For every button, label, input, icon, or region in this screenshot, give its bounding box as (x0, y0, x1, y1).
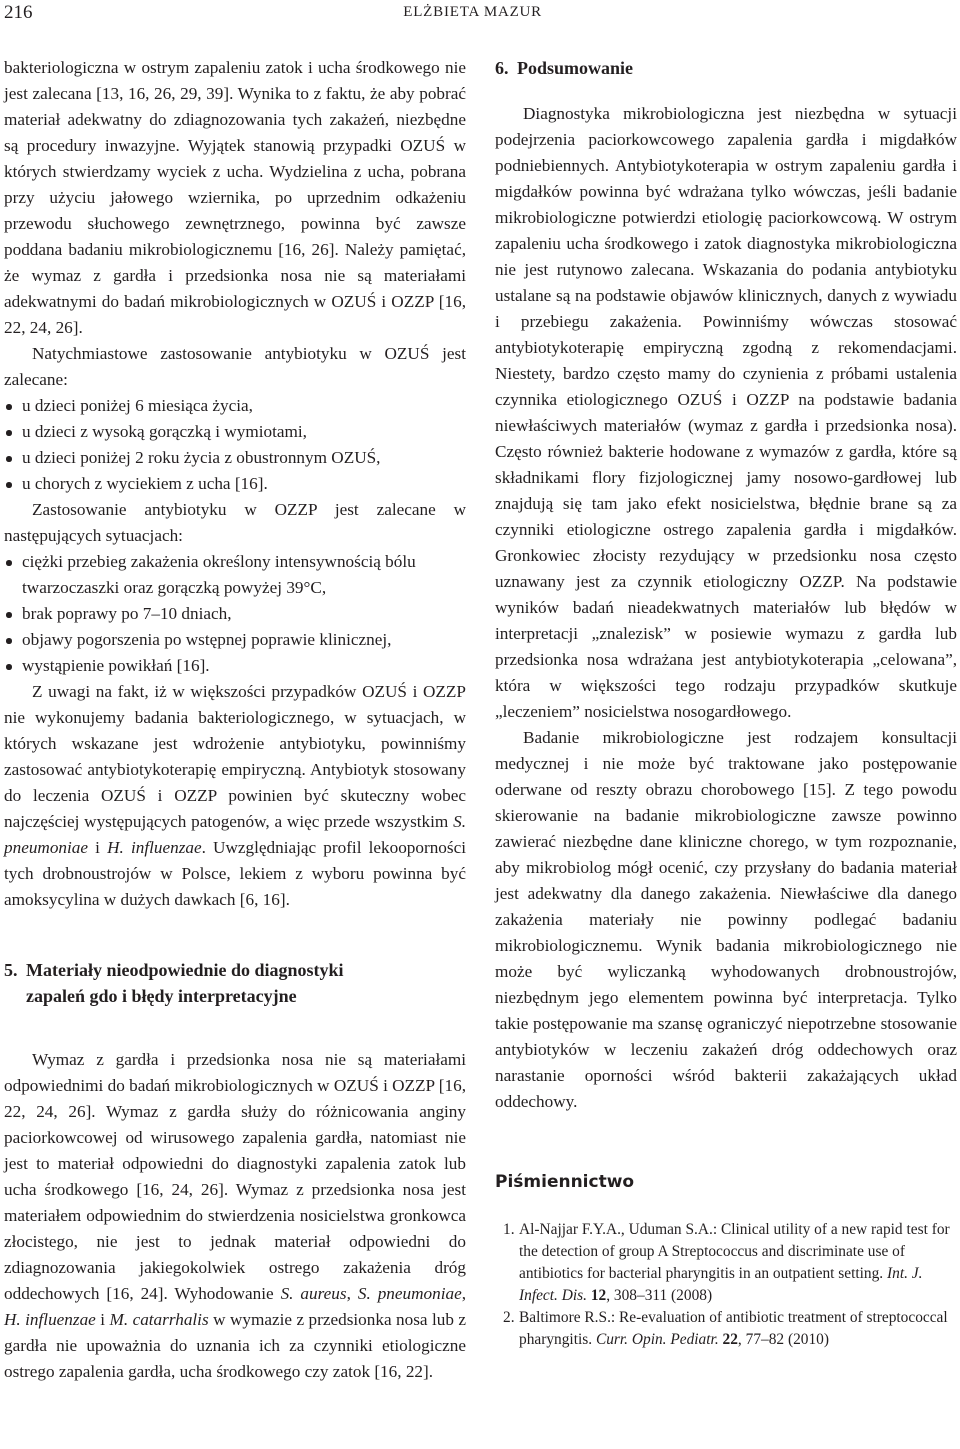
list-item: u dzieci poniżej 2 roku życia z obustronnym OZUŚ, (4, 445, 466, 471)
list-item: u dzieci poniżej 6 miesiąca życia, (4, 393, 466, 419)
left-paragraph-5: Wymaz z gardła i przedsionka nosa nie są materiałami odpowiednimi do badań mikrobiologicznych w OZUŚ i OZZP [16, 22, 24, 26]. Wymaz z gardła służy do różnicowania anginy paciorkowcowej od wirusowego zapalenia gardła, natomiast nie jest to materiał odpowiedni do diagnostyki zapalenia zatok lub ucha środkowego [16, 24, 26]. Wymaz z przedsionka nosa jest materiałem odpowiednim do stwierdzenia nosicielstwa gronkowca złocistego, nie jest to jednak materiał odpowiedni do zdiagnozowania jakiegokolwiek ostrego zakażenia dróg oddechowych [16, 24]. Wyhodowanie S. aureus, S. pneumoniae, H. influenzae i M. catarrhalis w wymazie z przedsionka nosa lub z gardła nie upoważnia do uznania ich za czynniki etiologiczne ostrego zapalenia gardła, ucha środkowego czy zatok [16, 22]. (4, 1050, 467, 1381)
list-item: u chorych z wyciekiem z ucha [16]. (4, 471, 466, 497)
right-paragraph-1: Diagnostyka mikrobiologiczna jest niezbędna w sytuacji podejrzenia paciorkowcowego zapalenia gardła i migdałków podniebiennych. Antybiotykoterapia w ostrym zapaleniu gardła i migdałków powinna być wdrażana tylko wówczas, jeśli badanie mikrobiologiczne potwierdzi etiologię paciorkowcową. W ostrym zapaleniu ucha środkowego i zatok diagnostyka mikrobiologiczna nie jest rutynowo zalecana. Wskazania do podania antybiotyku ustalane są na podstawie objawów klinicznych, danych z wywiadu i przebiegu zakażenia. Powinniśmy wówczas stosować antybiotykoterapię empiryczną zgodną z rekomendacjami. Niestety, bardzo często mamy do czynienia z próbami ustalenia czynnika etiologicznego OZUŚ i OZZP na podstawie badania niewłaściwych materiałów (wymaz z gardła i przedsionka nosa). Często również bakterie hodowane z wymazów z gardła, które są składnikami flory fizjologicznej jamy nosowo-gardłowej lub znajdują się tam jako efekt nosicielstwa, błędnie brane są za czynniki etiologiczne ostrego zapalenia gardła i migdałków. Gronkowiec złocisty rezydujący w przedsionku nosa często uznawany jest za czynnik etiologiczny OZZP. Na podstawie wyników badań nieadekwatnych materiałów lub błędów w interpretacji „znalezisk” w posiewie wymazu z gardła lub przedsionka nosa wdrażana jest antybiotykoterapia „celowana”, która w większości tego rodzaju przypadków skutkuje „leczeniem” nosicielstwa nosogardłowego. (495, 104, 957, 721)
page-number: 216 (4, 2, 33, 23)
left-column (4, 55, 466, 1385)
left-paragraph-4: Z uwagi na fakt, iż w większości przypadków OZUŚ i OZZP nie wykonujemy badania bakteriologicznego, w sytuacjach, w których wskazane jest wdrożenie antybiotyku, powinniśmy zastosować antybiotykoterapię empiryczną. Antybiotyk stosowany do leczenia OZUŚ i OZZP powinien być skuteczny wobec najczęściej występujących patogenów, a więc przede wszystkim S. pneumoniae i H. influenzae. Uwzględniając profil lekooporności tych drobnoustrojów w Polsce, lekiem z wyboru powinna być amoksycylina w dużych dawkach [6, 16]. (4, 682, 466, 909)
right-paragraph-2: Badanie mikrobiologiczne jest rodzajem konsultacji medycznej i nie może być traktowane jako postępowanie oderwane od reszty obrazu chorobowego [15]. Z tego powodu skierowanie na badanie mikrobiologiczne zawsze powinno zawierać niezbędne dane kliniczne chorego, w tym rozpoznanie, aby mikrobiolog mógł ocenić, czy przysłany do badania materiał jest adekwatny dla danego zakażenia. Niewłaściwe dla danego zakażenia materiały nie powinny podlegać badaniu mikrobiologicznemu. Wynik badania mikrobiologicznego nie może być wyliczanką wyhodowanych drobnoustrojów, niezbędnym jego elementem powinna być interpretacja. Tylko takie postępowanie ma szansę ograniczyć niepotrzebne stosowanie antybiotyków w leczeniu zakażeń dróg oddechowych oraz narastanie oporności wśród bakterii zakażających układ oddechowy. (495, 728, 957, 1111)
references-list (495, 1219, 957, 1351)
list-item: ciężki przebieg zakażenia określony intensywnością bólu twarzoczaszki oraz gorączką powyżej 39°C, (4, 549, 466, 601)
page-header (0, 0, 960, 30)
list-item: brak poprawy po 7–10 dniach, (4, 601, 466, 627)
right-column (495, 55, 957, 1351)
reference-item: 1. Al-Najjar F.Y.A., Uduman S.A.: Clinical utility of a new rapid test for the detection of group A Streptococcus and discriminate use of antibiotics for bacterial pharyngitis in an outpatient setting. Int. J. Infect. Dis. 12, 308–311 (2008) (503, 1221, 950, 1304)
list-item: u dzieci z wysoką gorączką i wymiotami, (4, 419, 466, 445)
running-head-author: ELŻBIETA MAZUR (403, 4, 542, 20)
antibiotic-indications-sinusitis-list (4, 549, 466, 679)
left-paragraph-2: Natychmiastowe zastosowanie antybiotyku w OZUŚ jest zalecane: (4, 344, 466, 389)
references-heading: Piśmiennictwo (495, 1172, 635, 1192)
section-5-heading: 5. Materiały nieodpowiednie do diagnostyki zapaleń gdo i błędy interpretacyjne (4, 960, 344, 1006)
antibiotic-indications-otitis-list (4, 393, 466, 497)
reference-item: 2. Baltimore R.S.: Re-evaluation of antibiotic treatment of streptococcal pharyngitis. Curr. Opin. Pediatr. 22, 77–82 (2010) (503, 1309, 948, 1348)
section-6-heading: 6. Podsumowanie (495, 58, 634, 78)
left-paragraph-1: bakteriologiczna w ostrym zapaleniu zatok i ucha środkowego nie jest zalecana [13, 16, 26, 29, 39]. Wynika to z faktu, że aby pobrać materiał adekwatny do zdiagnozowania tych zakażeń, niezbędne są procedury inwazyjne. Wyjątek stanowią przypadki OZUŚ w których stwierdzamy wyciek z ucha. Wydzielina z ucha, pobrana przy użyciu jałowego wziernika, po uprzednim odkażeniu przewodu słuchowego zewnętrznego, powinna być zawsze poddana badaniu mikrobiologicznemu [16, 26]. Należy pamiętać, że wymaz z gardła i przedsionka nosa nie są materiałami adekwatnymi do badań mikrobiologicznych w OZUŚ i OZZP [16, 22, 24, 26]. (4, 58, 466, 337)
left-paragraph-3: Zastosowanie antybiotyku w OZZP jest zalecane w następujących sytuacjach: (4, 500, 466, 545)
list-item: wystąpienie powikłań [16]. (4, 653, 466, 679)
list-item: objawy pogorszenia po wstępnej poprawie klinicznej, (4, 627, 466, 653)
